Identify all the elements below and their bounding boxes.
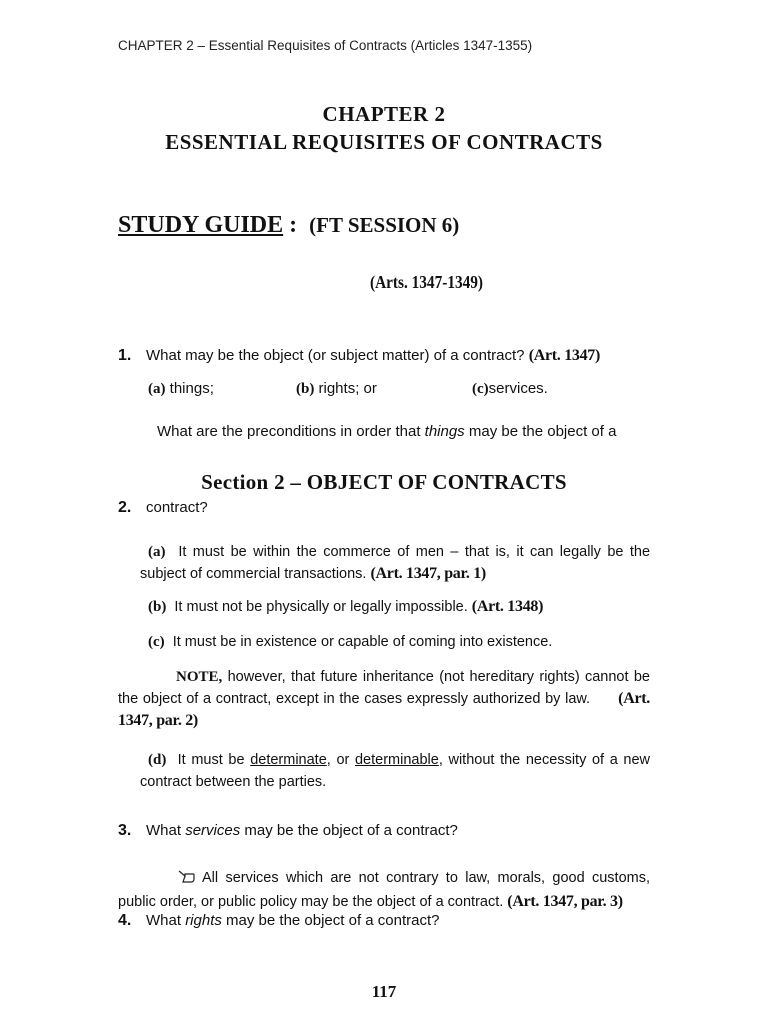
study-guide-colon: : <box>289 212 298 238</box>
option-c <box>472 380 548 398</box>
question-text: What may be the object (or subject matter) of a contract? <box>146 347 525 364</box>
note-text: however, that future inheritance (not hereditary rights) cannot be the object of a contract, except in the cases expressly authorized by law. <box>118 669 650 707</box>
underlined-term: determinable <box>354 752 439 768</box>
question-number: 1. <box>118 347 132 364</box>
intro-emphasis: things <box>424 423 465 440</box>
item-text: It must be in existence or capable of coming into existence. <box>172 634 553 650</box>
question-emphasis: rights <box>185 912 222 929</box>
answer-text: All services which are not contrary to law, morals, good customs, public order, or public policy may be the object of a contract. <box>118 870 650 910</box>
option-text: rights; or <box>318 380 377 397</box>
option-label: (a) <box>148 381 166 397</box>
underlined-term: determinate <box>250 752 327 768</box>
article-reference: (Art. 1348) <box>471 598 544 615</box>
chapter-title: ESSENTIAL REQUISITES OF CONTRACTS <box>165 130 603 154</box>
question-2-intro <box>157 423 616 440</box>
item-c <box>148 631 650 653</box>
item-text: It must be <box>177 752 251 768</box>
running-header: CHAPTER 2 – Essential Requisites of Contracts (Articles 1347-1355) <box>118 38 533 53</box>
articles-range: (Arts. 1347-1349) <box>370 272 484 292</box>
item-d <box>140 749 650 793</box>
study-guide-label: STUDY GUIDE <box>118 212 284 238</box>
section-heading: Section 2 – OBJECT OF CONTRACTS <box>201 470 567 494</box>
question-3 <box>118 822 458 840</box>
item-label: (d) <box>148 752 167 768</box>
option-label: (b) <box>296 381 315 397</box>
item-label: (c) <box>148 634 165 650</box>
option-a <box>148 380 214 398</box>
item-a <box>140 541 650 585</box>
intro-text: What are the preconditions in order that <box>157 423 425 440</box>
intro-text-end: may be the object of a <box>464 423 617 440</box>
option-b <box>296 380 377 398</box>
question-emphasis: services <box>185 822 241 839</box>
item-text-end: , without the necessity of a new contract between the parties. <box>140 752 651 790</box>
study-guide-heading <box>118 212 459 239</box>
item-label: (b) <box>148 599 167 615</box>
option-label: (c) <box>472 381 489 397</box>
item-label: (a) <box>148 544 166 560</box>
question-text: contract? <box>146 499 208 516</box>
chapter-number: CHAPTER 2 <box>322 102 446 126</box>
question-2 <box>118 499 208 517</box>
page-number: 117 <box>371 982 397 1001</box>
question-4 <box>118 912 440 930</box>
note-label: NOTE, <box>176 669 223 685</box>
option-text: things; <box>169 380 214 397</box>
question-1 <box>118 347 600 365</box>
article-reference: (Art. 1347, par. 2) <box>118 690 650 729</box>
question-3-answer <box>118 867 650 913</box>
item-text-mid: , or <box>326 752 355 768</box>
article-reference: (Art. 1347, par. 3) <box>507 893 623 910</box>
option-text: services. <box>488 380 548 397</box>
question-number: 3. <box>118 822 132 839</box>
article-reference: (Art. 1347, par. 1) <box>370 565 486 582</box>
study-guide-session: (FT SESSION 6) <box>309 213 460 237</box>
question-number: 4. <box>118 912 132 929</box>
question-text: What <box>146 912 186 929</box>
question-text: What <box>146 822 186 839</box>
note-paragraph <box>118 666 650 732</box>
item-text: It must be within the commerce of men – that is, it can legally be the subject of commercial transactions. <box>140 544 651 582</box>
question-number: 2. <box>118 499 132 516</box>
pointing-hand-icon <box>178 869 196 891</box>
article-reference: (Art. 1347) <box>528 347 601 364</box>
item-text: It must not be physically or legally impossible. <box>174 599 468 615</box>
item-b <box>148 596 650 618</box>
question-text-end: may be the object of a contract? <box>240 822 458 839</box>
question-text-end: may be the object of a contract? <box>221 912 440 929</box>
